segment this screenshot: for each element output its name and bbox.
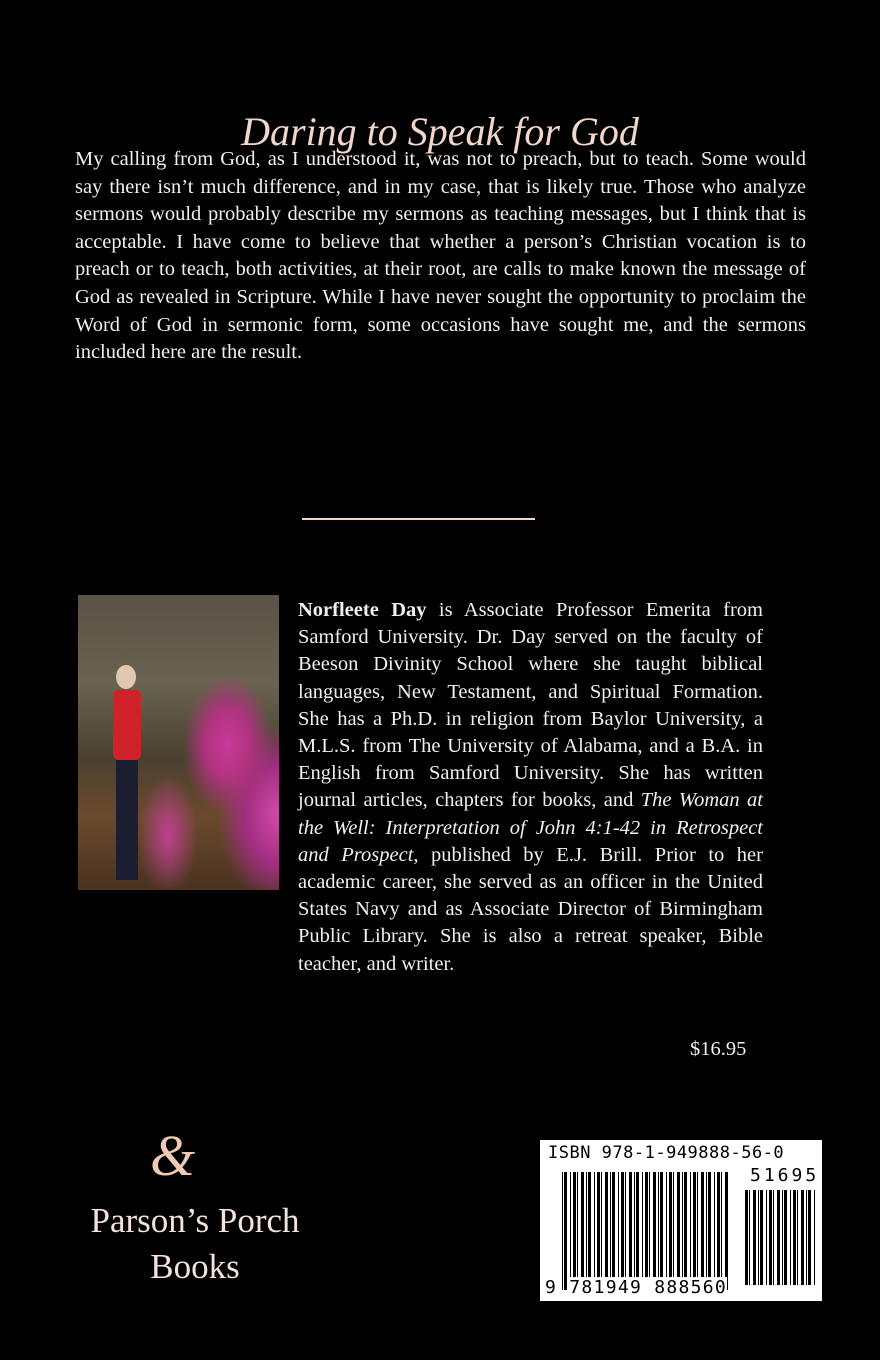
barcode-bar xyxy=(573,1172,576,1290)
barcode-digits: 9 781949 888560 xyxy=(545,1277,728,1298)
barcode-bar xyxy=(808,1190,811,1285)
barcode-bar xyxy=(594,1172,595,1290)
barcode-bar xyxy=(564,1172,567,1290)
price-addon-code: 51695 xyxy=(750,1165,820,1186)
barcode-bar xyxy=(725,1172,728,1290)
barcode-bar xyxy=(586,1172,587,1290)
barcode-bar xyxy=(697,1172,698,1290)
barcode-bar xyxy=(714,1172,715,1290)
barcode-bar xyxy=(782,1190,783,1285)
barcode-bar xyxy=(634,1172,635,1290)
barcode-bar xyxy=(642,1172,643,1290)
publisher-name xyxy=(60,1198,330,1290)
barcode-bar xyxy=(636,1172,639,1290)
barcode-bar xyxy=(777,1190,780,1285)
barcode-bar xyxy=(610,1172,611,1290)
isbn-label: ISBN 978-1-949888-56-0 xyxy=(548,1143,785,1163)
bio-text: is Associate Professor Emerita from Samford University. Dr. Day served on the faculty of Beeson Divinity School where she taught biblical languages, New Testament, and Spiritual Formation. She has a Ph.D. in religion from Baylor University, a M.L.S. from The University of Alabama, and a B.A. in English from Samford University. She has written journal articles, chapters for books, and xyxy=(298,599,763,812)
barcode-bar xyxy=(690,1172,691,1290)
barcode-bar xyxy=(806,1190,807,1285)
barcode-bar xyxy=(653,1172,656,1290)
barcode-bar xyxy=(673,1172,674,1290)
barcode-bar xyxy=(790,1190,791,1285)
barcode-bar xyxy=(801,1190,804,1285)
barcode-bar xyxy=(717,1172,720,1290)
barcode-bar xyxy=(645,1172,648,1290)
isbn-barcode xyxy=(540,1140,822,1301)
barcode-bar xyxy=(677,1172,680,1290)
publisher-logo: & xyxy=(150,1123,196,1188)
barcode-bar xyxy=(749,1190,750,1285)
barcode-bar xyxy=(625,1172,626,1290)
barcode-bar xyxy=(570,1172,571,1290)
blurb-text: My calling from God, as I understood it, was not to preach, but to teach. Some would say there isn’t much difference, and in my case, that is likely true. Those who analyze sermons would probably describe my sermons as teaching messages, but I think that is acceptable. I have come to believe that whether a person’s Christian vocation is to preach or to teach, both activities, at their root, are calls to make known the message of God as revealed in Scripture. While I have never sought the opportunity to proclaim the Word of God in sermonic form, some occasions have sought me, and the sermons included here are the result. xyxy=(75,148,806,364)
barcode-bar xyxy=(708,1172,711,1290)
barcode-bar xyxy=(605,1172,608,1290)
barcode-bar xyxy=(758,1190,759,1285)
barcode-bar xyxy=(684,1172,687,1290)
barcode-bar xyxy=(693,1172,696,1290)
author-photo xyxy=(78,595,279,890)
barcode-bar xyxy=(666,1172,667,1290)
book-reference: The Woman at the Well: Interpretation of John 4:1-42 in Retrospect and Prospect xyxy=(298,789,763,866)
barcode-bar xyxy=(618,1172,619,1290)
publisher-name-line: Books xyxy=(150,1247,240,1286)
barcode-bar xyxy=(793,1190,796,1285)
divider xyxy=(302,518,535,520)
barcode-bar xyxy=(660,1172,663,1290)
publisher-name-line: Parson’s Porch xyxy=(90,1201,300,1240)
barcode-bar xyxy=(649,1172,650,1290)
author-bio xyxy=(298,597,763,978)
barcode-bar xyxy=(701,1172,704,1290)
barcode-bar xyxy=(581,1172,584,1290)
bio-text: , published by E.J. Brill. Prior to her academic career, she served as an officer in the United States Navy and as Associate Director of Birmingham Public Library. She is also a retreat speaker, Bible teacher, and writer. xyxy=(298,843,763,975)
barcode-bar xyxy=(612,1172,615,1290)
barcode-bar xyxy=(629,1172,632,1290)
barcode-bar xyxy=(601,1172,602,1290)
barcode-bar xyxy=(706,1172,707,1290)
barcode-bar xyxy=(562,1172,563,1290)
book-title: Daring to Speak for God xyxy=(241,109,639,154)
barcode-bar xyxy=(669,1172,672,1290)
barcode-bar xyxy=(797,1190,798,1285)
author-name: Norfleete Day xyxy=(298,599,427,621)
barcode-bar xyxy=(814,1190,815,1285)
barcode-bars xyxy=(562,1172,730,1290)
barcode-bar xyxy=(721,1172,722,1290)
barcode-bar xyxy=(682,1172,683,1290)
barcode-bar xyxy=(658,1172,659,1290)
barcode-bar xyxy=(760,1190,763,1285)
barcode-bar xyxy=(597,1172,600,1290)
barcode-bar xyxy=(784,1190,787,1285)
barcode-bar xyxy=(745,1190,748,1285)
barcode-bar xyxy=(577,1172,578,1290)
barcode-bar xyxy=(769,1190,772,1285)
barcode-bar xyxy=(773,1190,774,1285)
price: $16.95 xyxy=(690,1038,747,1060)
barcode-bar xyxy=(621,1172,624,1290)
addon-bars xyxy=(745,1190,817,1285)
barcode-bar xyxy=(753,1190,756,1285)
barcode-bar xyxy=(766,1190,767,1285)
barcode-bar xyxy=(588,1172,591,1290)
